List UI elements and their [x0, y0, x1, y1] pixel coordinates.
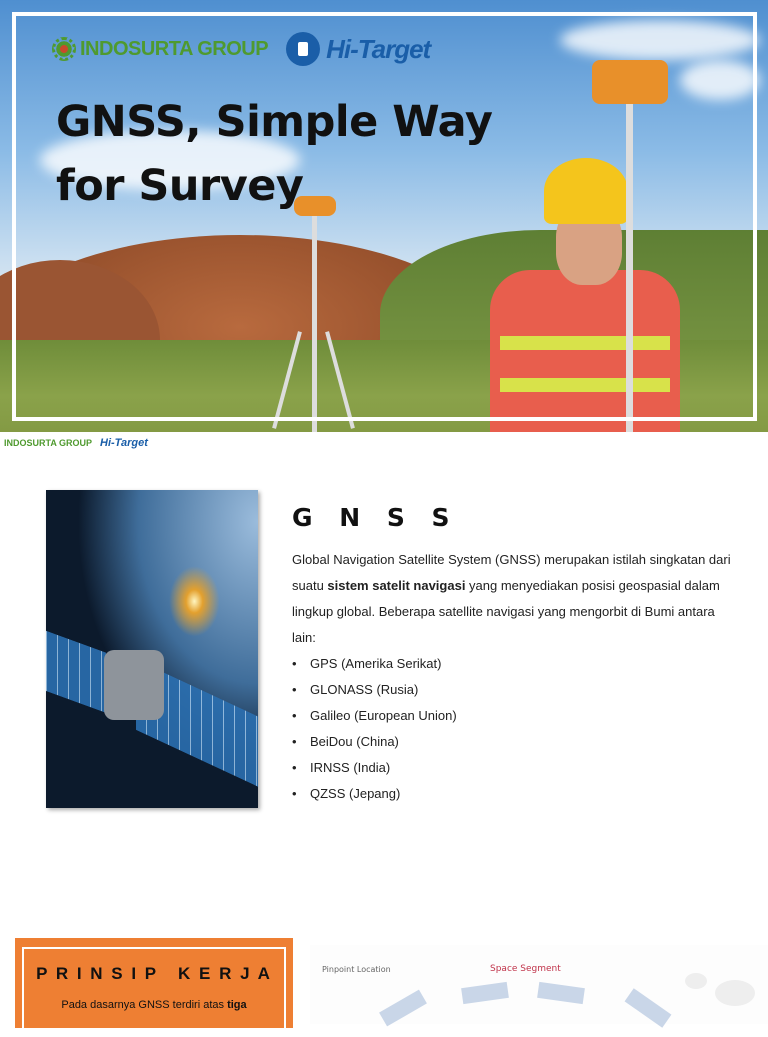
indosurta-logo: INDOSURTA GROUP [52, 37, 268, 61]
hero-banner [0, 0, 768, 432]
pinpoint-label: Pinpoint Location [322, 965, 391, 974]
list-item: • BeiDou (China) [292, 729, 732, 755]
prinsip-kerja-heading: P R I N S I P K E R J A [36, 964, 272, 983]
footer-logos [4, 437, 148, 449]
cloud-icon [715, 980, 755, 1006]
satellite-icon [625, 988, 672, 1027]
list-item: • IRNSS (India) [292, 755, 732, 781]
hitarget-logo: Hi-Target [286, 32, 430, 66]
satellite-icon [379, 990, 427, 1027]
indosurta-logo-small: INDOSURTA GROUP [4, 438, 93, 448]
satellite-image [46, 490, 258, 808]
satellite-icon [537, 982, 585, 1004]
gnss-segment-diagram [310, 945, 768, 1024]
flower-icon [52, 37, 76, 61]
gnss-description: Global Navigation Satellite System (GNSS) merupakan istilah singkatan dari suatu sistem satelit navigasi yang menyediakan posisi geospasial dalam lingkup global. Beberapa satellite navigasi yang mengorbit di Bumi antara lain: [292, 552, 731, 645]
solar-panel [46, 627, 106, 712]
hitarget-logo-small: Hi-Target [100, 437, 148, 449]
hero-title: GNSS, Simple Way for Survey [56, 97, 493, 211]
gnss-section [292, 503, 732, 807]
hitarget-mark-icon [286, 32, 320, 66]
satellite-icon [461, 982, 509, 1004]
gnss-systems-list [292, 651, 732, 807]
list-item: • Galileo (European Union) [292, 703, 732, 729]
list-item: • GLONASS (Rusia) [292, 677, 732, 703]
gnss-heading: G N S S [292, 503, 459, 532]
prinsip-kerja-text: Pada dasarnya GNSS terdiri atas tiga [61, 999, 247, 1011]
list-item: • GPS (Amerika Serikat) [292, 651, 732, 677]
prinsip-kerja-box [15, 938, 293, 1028]
space-segment-label: Space Segment [490, 964, 561, 974]
hero-logos [52, 32, 430, 66]
cloud-icon [685, 973, 707, 989]
list-item: • QZSS (Jepang) [292, 781, 732, 807]
